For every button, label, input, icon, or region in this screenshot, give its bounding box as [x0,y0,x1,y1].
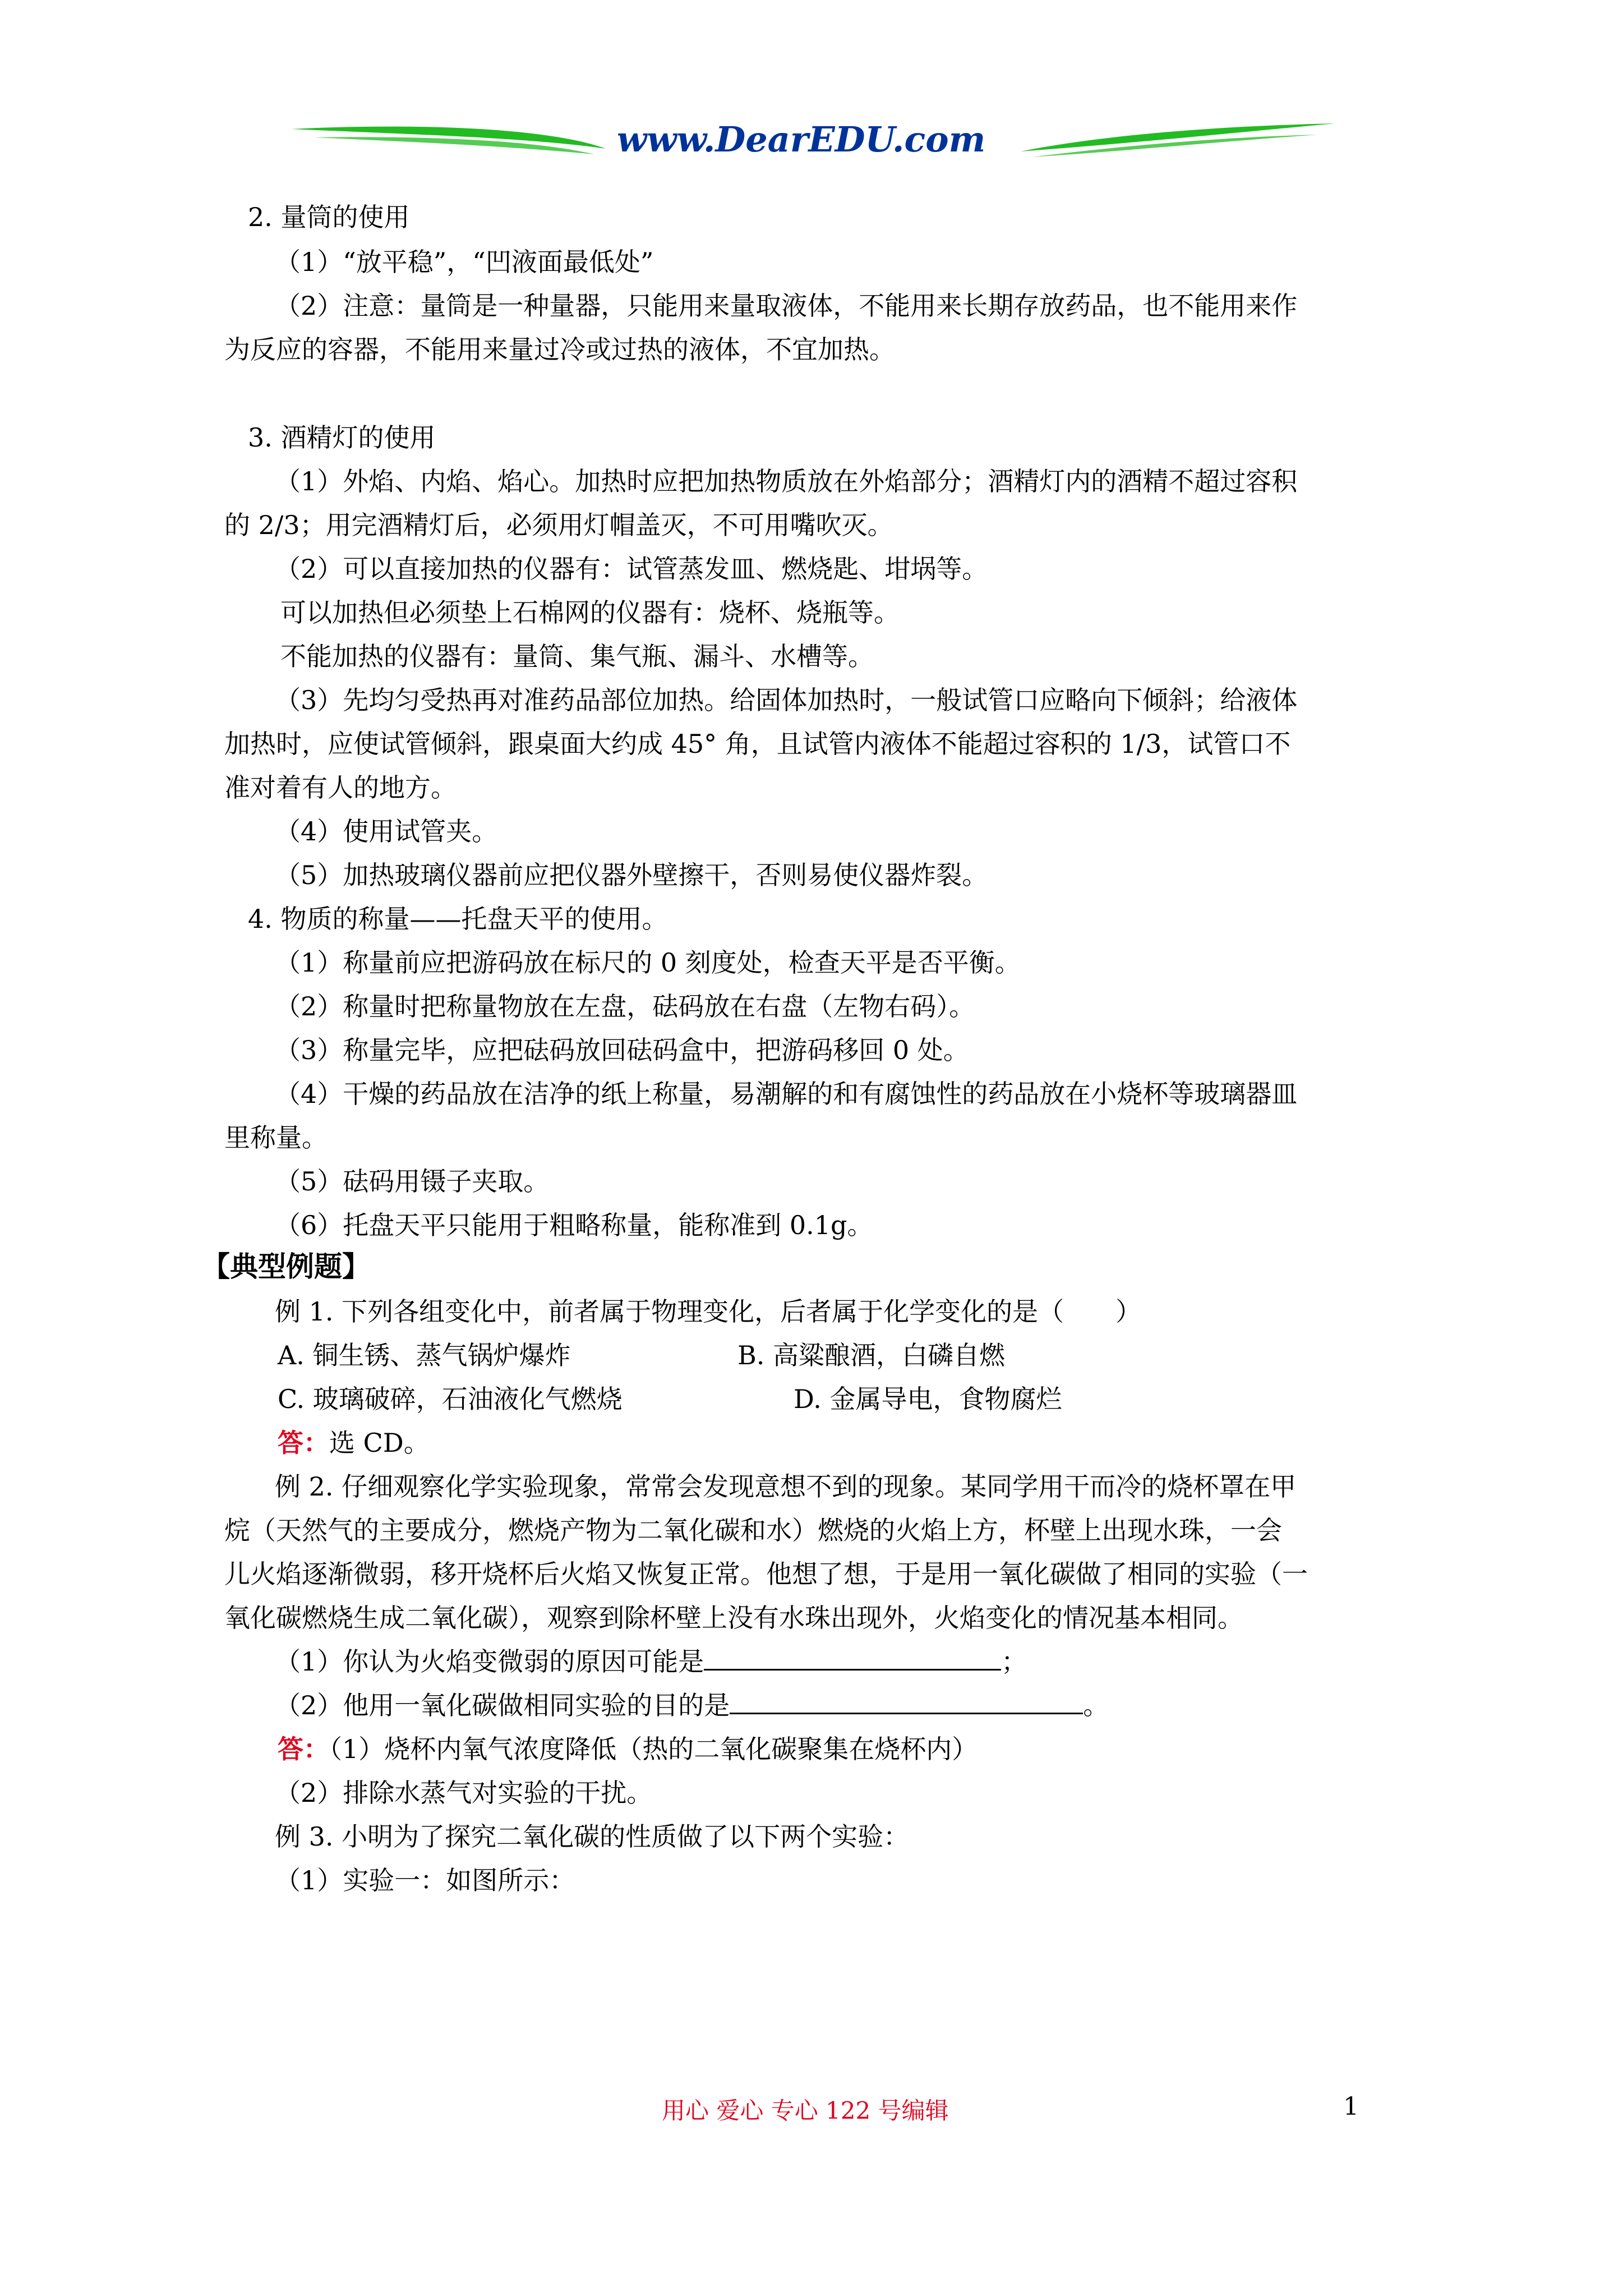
punctuation: 。 [1083,1690,1109,1720]
option-c: C. 玻璃破碎，石油液化气燃烧 [278,1384,623,1414]
footer-center-text: 用心 爱心 专心 122 号编辑 [662,2097,949,2124]
text-line: 准对着有人的地方。 [224,772,457,803]
answer-text: （1）烧杯内氧气浓度降低（热的二氧化碳聚集在烧杯内） [329,1734,978,1764]
example-section-heading: 【典型例题】 [202,1250,370,1283]
text-line: （6）托盘天平只能用于粗略称量，能称准到 0.1g。 [275,1210,873,1240]
text-line: （2）注意：量筒是一种量器，只能用来量取液体，不能用来长期存放药品，也不能用来作 [275,291,1298,321]
text-line: 的 2/3；用完酒精灯后，必须用灯帽盖灭，不可用嘴吹灭。 [224,510,893,540]
text-line: 里称量。 [224,1122,328,1153]
option-b: B. 高粱酿酒，白磷自燃 [737,1340,1006,1370]
section-heading-4: 4. 物质的称量——托盘天平的使用。 [248,904,668,934]
answer-label: 答： [278,1428,329,1458]
text-line: （1）外焰、内焰、焰心。加热时应把加热物质放在外焰部分；酒精灯内的酒精不超过容积 [275,466,1298,496]
right-swoosh-icon [1021,123,1335,151]
text-line: （4）干燥的药品放在洁净的纸上称量，易潮解的和有腐蚀性的药品放在小烧杯等玻璃器皿 [275,1079,1298,1109]
text-line: （2）称量时把称量物放在左盘，砝码放在右盘（左物右码）。 [275,991,975,1022]
text-line: 可以加热但必须垫上石棉网的仪器有：烧杯、烧瓶等。 [280,597,900,628]
logo-text: www.DearEDU.com [617,119,986,160]
page-number: 1 [1343,2092,1359,2121]
answer-line [278,1731,978,1767]
example-question: 例 3. 小明为了探究二氧化碳的性质做了以下两个实验： [275,1821,910,1852]
option-a: A. 铜生锈、蒸气锅炉爆炸 [278,1340,571,1370]
text-line: （4）使用试管夹。 [275,816,498,846]
question-text: （1）你认为火焰变微弱的原因可能是 [275,1646,704,1677]
text-line: 为反应的容器，不能用来量过冷或过热的液体，不宜加热。 [224,334,895,365]
blank-question [275,1644,1027,1680]
answer-blank [730,1690,1083,1714]
blank-question [275,1687,1109,1723]
text-line: 加热时，应使试管倾斜，跟桌面大约成 45° 角，且试管内液体不能超过容积的 1/3，试管口不 [224,729,1291,759]
text-line: （5）砝码用镊子夹取。 [275,1166,550,1197]
header-logo-banner [292,107,1335,168]
text-line: 儿火焰逐渐微弱，移开烧杯后火焰又恢复正常。他想了想，于是用一氧化碳做了相同的实验（一 [224,1559,1308,1589]
text-line: 氧化碳燃烧生成二氧化碳），观察到除杯壁上没有水珠出现外，火焰变化的情况基本相同。 [224,1603,1243,1633]
answer-text: 选 CD。 [329,1428,430,1458]
example-question: 例 2. 仔细观察化学实验现象，常常会发现意想不到的现象。某同学用干而冷的烧杯罩在甲 [275,1471,1297,1502]
text-line: （5）加热玻璃仪器前应把仪器外壁擦干，否则易使仪器炸裂。 [275,860,988,890]
section-heading-3: 3. 酒精灯的使用 [248,422,436,453]
section-heading-2: 2. 量筒的使用 [248,202,410,232]
answer-blank [704,1646,1001,1671]
text-line: （3）先均匀受热再对准药品部位加热。给固体加热时，一般试管口应略向下倾斜；给液体 [275,685,1298,715]
option-d: D. 金属导电，食物腐烂 [794,1384,1062,1414]
text-line: （2）可以直接加热的仪器有：试管蒸发皿、燃烧匙、坩埚等。 [275,554,988,584]
text-line: （1）“放平稳”，“凹液面最低处” [275,247,654,277]
text-line: （1）实验一：如图所示： [275,1865,575,1895]
text-line: 不能加热的仪器有：量筒、集气瓶、漏斗、水槽等。 [280,641,874,671]
answer-line [278,1425,430,1461]
text-line: （2）排除水蒸气对实验的干扰。 [275,1778,653,1808]
question-text: （2）他用一氧化碳做相同实验的目的是 [275,1690,730,1720]
text-line: （1）称量前应把游码放在标尺的 0 刻度处，检查天平是否平衡。 [275,947,1021,978]
text-line: 烷（天然气的主要成分，燃烧产物为二氧化碳和水）燃烧的火焰上方，杯壁上出现水珠，一会 [224,1515,1282,1545]
answer-label: 答： [278,1734,329,1764]
punctuation: ； [1001,1646,1027,1677]
text-line: （3）称量完毕，应把砝码放回砝码盒中，把游码移回 0 处。 [275,1035,969,1065]
example-question: 例 1. 下列各组变化中，前者属于物理变化，后者属于化学变化的是（ ） [275,1296,1142,1327]
